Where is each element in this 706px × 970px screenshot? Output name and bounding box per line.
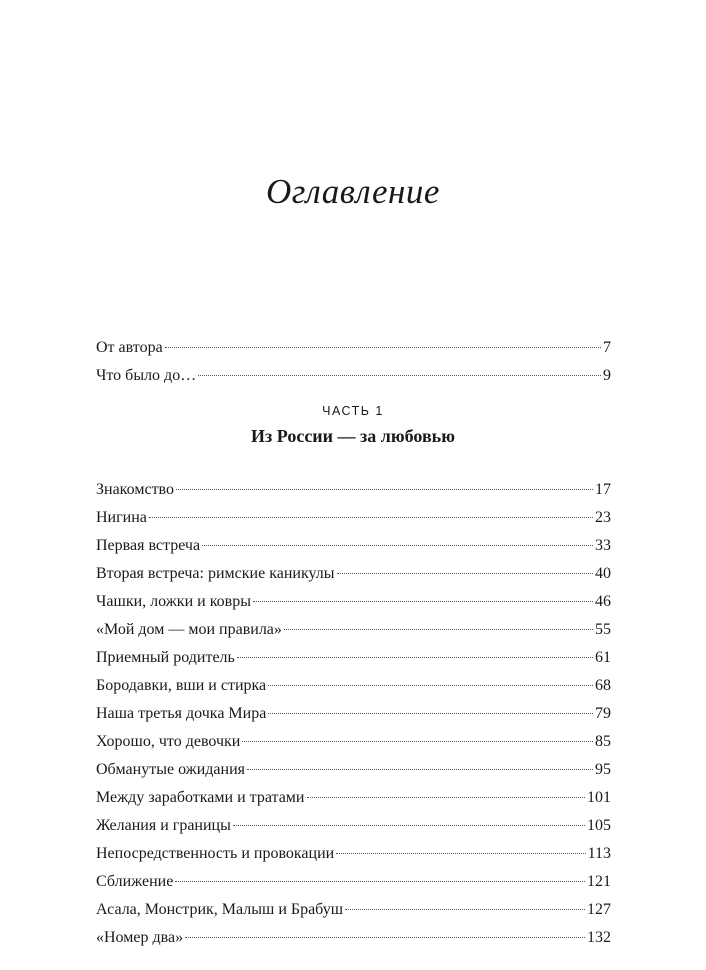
toc-leader-dots xyxy=(165,346,601,348)
toc-entry-label: Приемный родитель xyxy=(96,649,235,666)
toc-entry xyxy=(96,812,611,840)
toc-entry xyxy=(96,616,611,644)
toc-entry-label: Непосредственность и провокации xyxy=(96,845,335,862)
toc-entry xyxy=(96,868,611,896)
toc-leader-dots xyxy=(337,572,593,574)
toc-entry xyxy=(96,504,611,532)
toc-entry-page: 9 xyxy=(603,367,611,384)
toc-leader-dots xyxy=(202,544,593,546)
toc-entry xyxy=(96,532,611,560)
toc-leader-dots xyxy=(242,740,593,742)
toc-leader-dots xyxy=(345,908,585,910)
toc-entry xyxy=(96,784,611,812)
toc-leader-dots xyxy=(237,656,593,658)
toc-entry-page: 127 xyxy=(587,901,611,918)
toc-leader-dots xyxy=(198,374,601,376)
toc-entry-page: 121 xyxy=(587,873,611,890)
toc-entry-page: 85 xyxy=(595,733,611,750)
toc-leader-dots xyxy=(176,488,593,490)
toc-entry-page: 55 xyxy=(595,621,611,638)
toc-leader-dots xyxy=(185,936,585,938)
toc-leader-dots xyxy=(307,796,586,798)
toc-entry xyxy=(96,756,611,784)
toc-entry xyxy=(96,672,611,700)
toc-leader-dots xyxy=(336,852,585,854)
toc-entry xyxy=(96,334,611,362)
toc-entry-page: 23 xyxy=(595,509,611,526)
toc-entry-label: Желания и границы xyxy=(96,817,231,834)
toc-entry-page: 79 xyxy=(595,705,611,722)
toc-leader-dots xyxy=(268,684,593,686)
toc-entry-label: Сближение xyxy=(96,873,174,890)
toc-entry-page: 7 xyxy=(603,339,611,356)
toc-entry-label: Асала, Монстрик, Малыш и Брабуш xyxy=(96,901,344,918)
toc-entry xyxy=(96,362,611,390)
toc-entry-label: Что было до… xyxy=(96,367,197,384)
toc-leader-dots xyxy=(247,768,593,770)
toc-entry-label: Между заработками и тратами xyxy=(96,789,305,806)
toc-entry xyxy=(96,644,611,672)
toc-part1-list xyxy=(96,476,611,952)
toc-entry-label: Бородавки, вши и стирка xyxy=(96,677,267,694)
toc-leader-dots xyxy=(149,516,593,518)
toc-entry-page: 101 xyxy=(587,789,611,806)
toc-entry-label: Наша третья дочка Мира xyxy=(96,705,267,722)
toc-entry-label: Вторая встреча: римские каникулы xyxy=(96,565,335,582)
toc-entry-page: 105 xyxy=(587,817,611,834)
toc-leader-dots xyxy=(284,628,593,630)
toc-intro-list xyxy=(96,334,611,390)
toc-entry-page: 95 xyxy=(595,761,611,778)
toc-entry xyxy=(96,560,611,588)
toc-entry xyxy=(96,896,611,924)
toc-entry-page: 17 xyxy=(595,481,611,498)
toc-entry-page: 68 xyxy=(595,677,611,694)
toc-entry-label: Знакомство xyxy=(96,481,174,498)
toc-leader-dots xyxy=(233,824,585,826)
toc-entry-page: 113 xyxy=(587,845,611,862)
toc-entry xyxy=(96,728,611,756)
toc-entry-page: 132 xyxy=(587,929,611,946)
toc-entry xyxy=(96,476,611,504)
toc-title: Оглавление xyxy=(266,172,440,211)
toc-entry-page: 40 xyxy=(595,565,611,582)
toc-entry-label: Первая встреча xyxy=(96,537,201,554)
toc-entry-label: «Мой дом — мои правила» xyxy=(96,621,282,638)
toc-leader-dots xyxy=(253,600,593,602)
toc-entry xyxy=(96,924,611,952)
toc-entry-label: Нигина xyxy=(96,509,147,526)
toc-entry xyxy=(96,588,611,616)
toc-leader-dots xyxy=(268,712,593,714)
part-title: Из России — за любовью xyxy=(251,426,455,446)
toc-leader-dots xyxy=(175,880,585,882)
toc-entry xyxy=(96,700,611,728)
part-kicker: ЧАСТЬ 1 xyxy=(322,404,384,418)
toc-entry-label: Чашки, ложки и ковры xyxy=(96,593,251,610)
toc-entry-label: Обманутые ожидания xyxy=(96,761,246,778)
toc-entry-page: 61 xyxy=(595,649,611,666)
toc-entry-page: 33 xyxy=(595,537,611,554)
toc-entry-page: 46 xyxy=(595,593,611,610)
toc-entry-label: «Номер два» xyxy=(96,929,184,946)
toc-entry-label: Хорошо, что девочки xyxy=(96,733,241,750)
toc-entry-label: От автора xyxy=(96,339,163,356)
toc-entry xyxy=(96,840,611,868)
